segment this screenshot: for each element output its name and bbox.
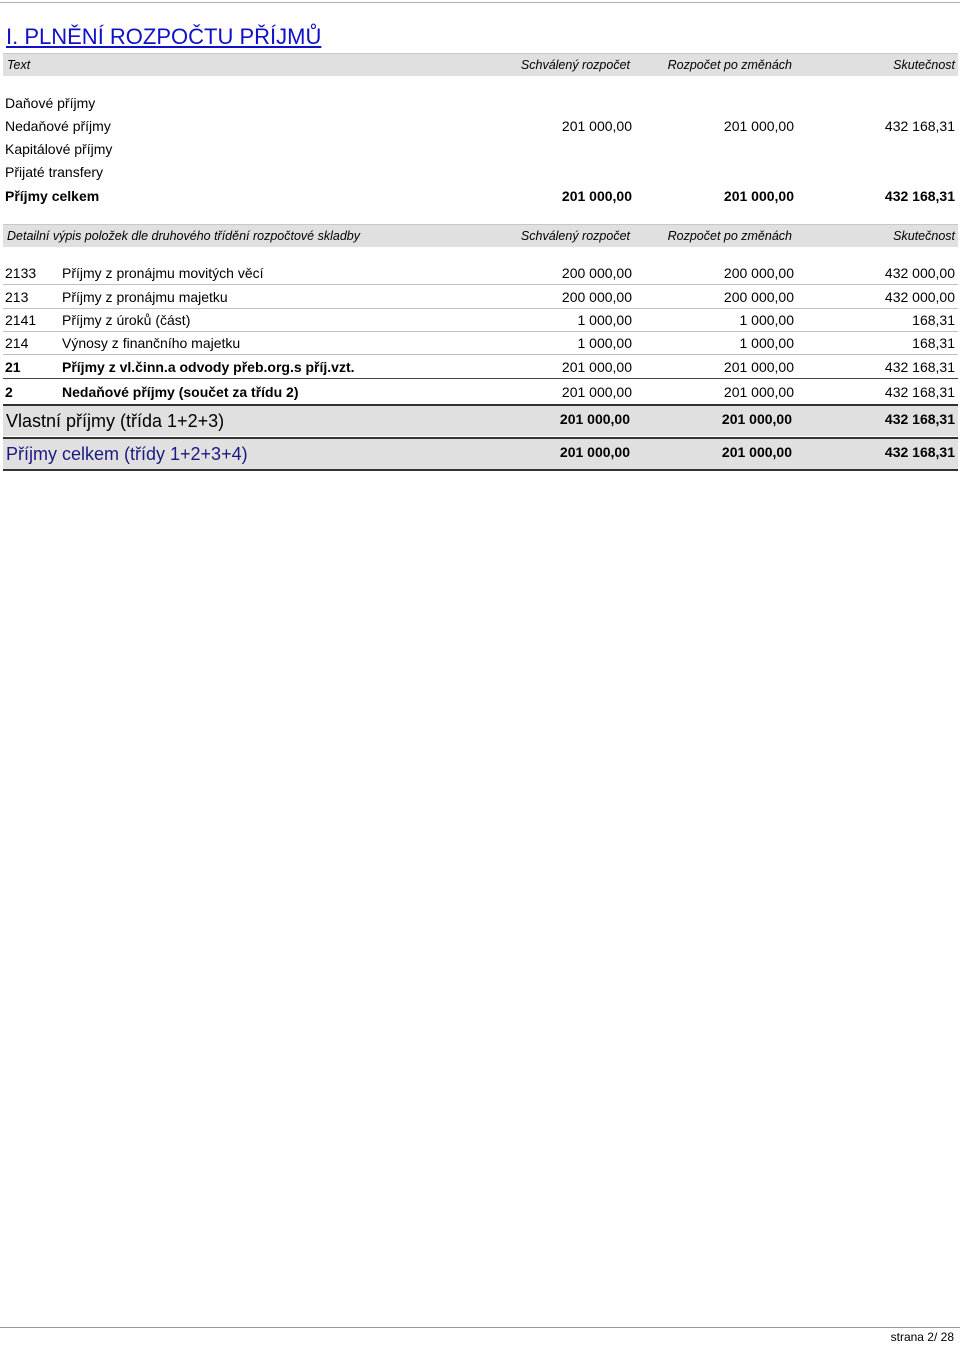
grand-total-row <box>3 437 958 471</box>
page-title: I. PLNĚNÍ ROZPOČTU PŘÍJMŮ <box>6 24 322 49</box>
actual-value: 432 000,00 <box>884 289 955 305</box>
item-code: 21 <box>5 359 21 375</box>
footer-rule <box>0 1327 960 1328</box>
revised-value: 201 000,00 <box>721 411 792 427</box>
item-code: 2133 <box>5 265 37 281</box>
approved-value: 1 000,00 <box>577 335 632 351</box>
row-divider <box>3 284 958 285</box>
revised-value: 200 000,00 <box>723 289 794 305</box>
revised-value: 201 000,00 <box>723 359 794 375</box>
row-divider <box>3 308 958 309</box>
item-label: Příjmy z pronájmu movitých věcí <box>62 265 264 281</box>
revised-value: 1 000,00 <box>739 312 794 328</box>
row-divider <box>3 354 958 355</box>
actual-value: 432 168,31 <box>884 118 955 134</box>
row-divider <box>3 378 958 379</box>
approved-value: 200 000,00 <box>561 265 632 281</box>
actual-value: 432 168,31 <box>884 444 955 460</box>
revised-value: 200 000,00 <box>723 265 794 281</box>
row-label: Nedaňové příjmy <box>5 118 111 134</box>
revised-value: 1 000,00 <box>739 335 794 351</box>
actual-value: 168,31 <box>912 335 955 351</box>
approved-value: 201 000,00 <box>559 444 630 460</box>
own-revenue-total-row <box>3 404 958 436</box>
approved-value: 201 000,00 <box>561 384 632 400</box>
revised-value: 201 000,00 <box>723 384 794 400</box>
revised-value: 201 000,00 <box>723 188 794 204</box>
item-code: 2141 <box>5 312 37 328</box>
approved-value: 201 000,00 <box>561 118 632 134</box>
approved-value: 1 000,00 <box>577 312 632 328</box>
row-label: Přijaté transfery <box>5 164 104 180</box>
item-code: 213 <box>5 289 29 305</box>
total-label: Vlastní příjmy (třída 1+2+3) <box>6 411 225 431</box>
header-approved-budget: Schválený rozpočet <box>520 58 630 72</box>
header-revised-budget: Rozpočet po změnách <box>667 58 792 72</box>
approved-value: 200 000,00 <box>561 289 632 305</box>
item-code: 214 <box>5 335 29 351</box>
header-revised-budget: Rozpočet po změnách <box>667 229 792 243</box>
table-header-summary <box>3 53 958 76</box>
approved-value: 201 000,00 <box>561 359 632 375</box>
item-label: Výnosy z finančního majetku <box>62 335 241 351</box>
actual-value: 432 000,00 <box>884 265 955 281</box>
actual-value: 432 168,31 <box>884 188 955 204</box>
item-label: Příjmy z pronájmu majetku <box>62 289 228 305</box>
revised-value: 201 000,00 <box>721 444 792 460</box>
header-text: Detailní výpis položek dle druhového třídění rozpočtové skladby <box>7 229 360 243</box>
item-code: 2 <box>5 384 13 400</box>
actual-value: 432 168,31 <box>884 359 955 375</box>
revised-value: 201 000,00 <box>723 118 794 134</box>
item-label: Příjmy z úroků (část) <box>62 312 191 328</box>
item-label: Příjmy z vl.činn.a odvody přeb.org.s příj.vzt. <box>62 359 355 375</box>
row-label: Příjmy celkem <box>5 188 100 204</box>
header-approved-budget: Schválený rozpočet <box>520 229 630 243</box>
top-rule <box>0 2 960 3</box>
actual-value: 168,31 <box>912 312 955 328</box>
page-number: strana 2/ 28 <box>890 1330 954 1344</box>
row-label: Kapitálové příjmy <box>5 141 113 157</box>
actual-value: 432 168,31 <box>884 384 955 400</box>
table-header-detail <box>3 224 958 247</box>
header-actual: Skutečnost <box>893 58 955 72</box>
actual-value: 432 168,31 <box>884 411 955 427</box>
approved-value: 201 000,00 <box>561 188 632 204</box>
header-actual: Skutečnost <box>893 229 955 243</box>
item-label: Nedaňové příjmy (součet za třídu 2) <box>62 384 299 400</box>
row-label: Daňové příjmy <box>5 95 96 111</box>
header-text: Text <box>7 58 31 72</box>
approved-value: 201 000,00 <box>559 411 630 427</box>
row-divider <box>3 331 958 332</box>
total-label: Příjmy celkem (třídy 1+2+3+4) <box>6 444 248 464</box>
